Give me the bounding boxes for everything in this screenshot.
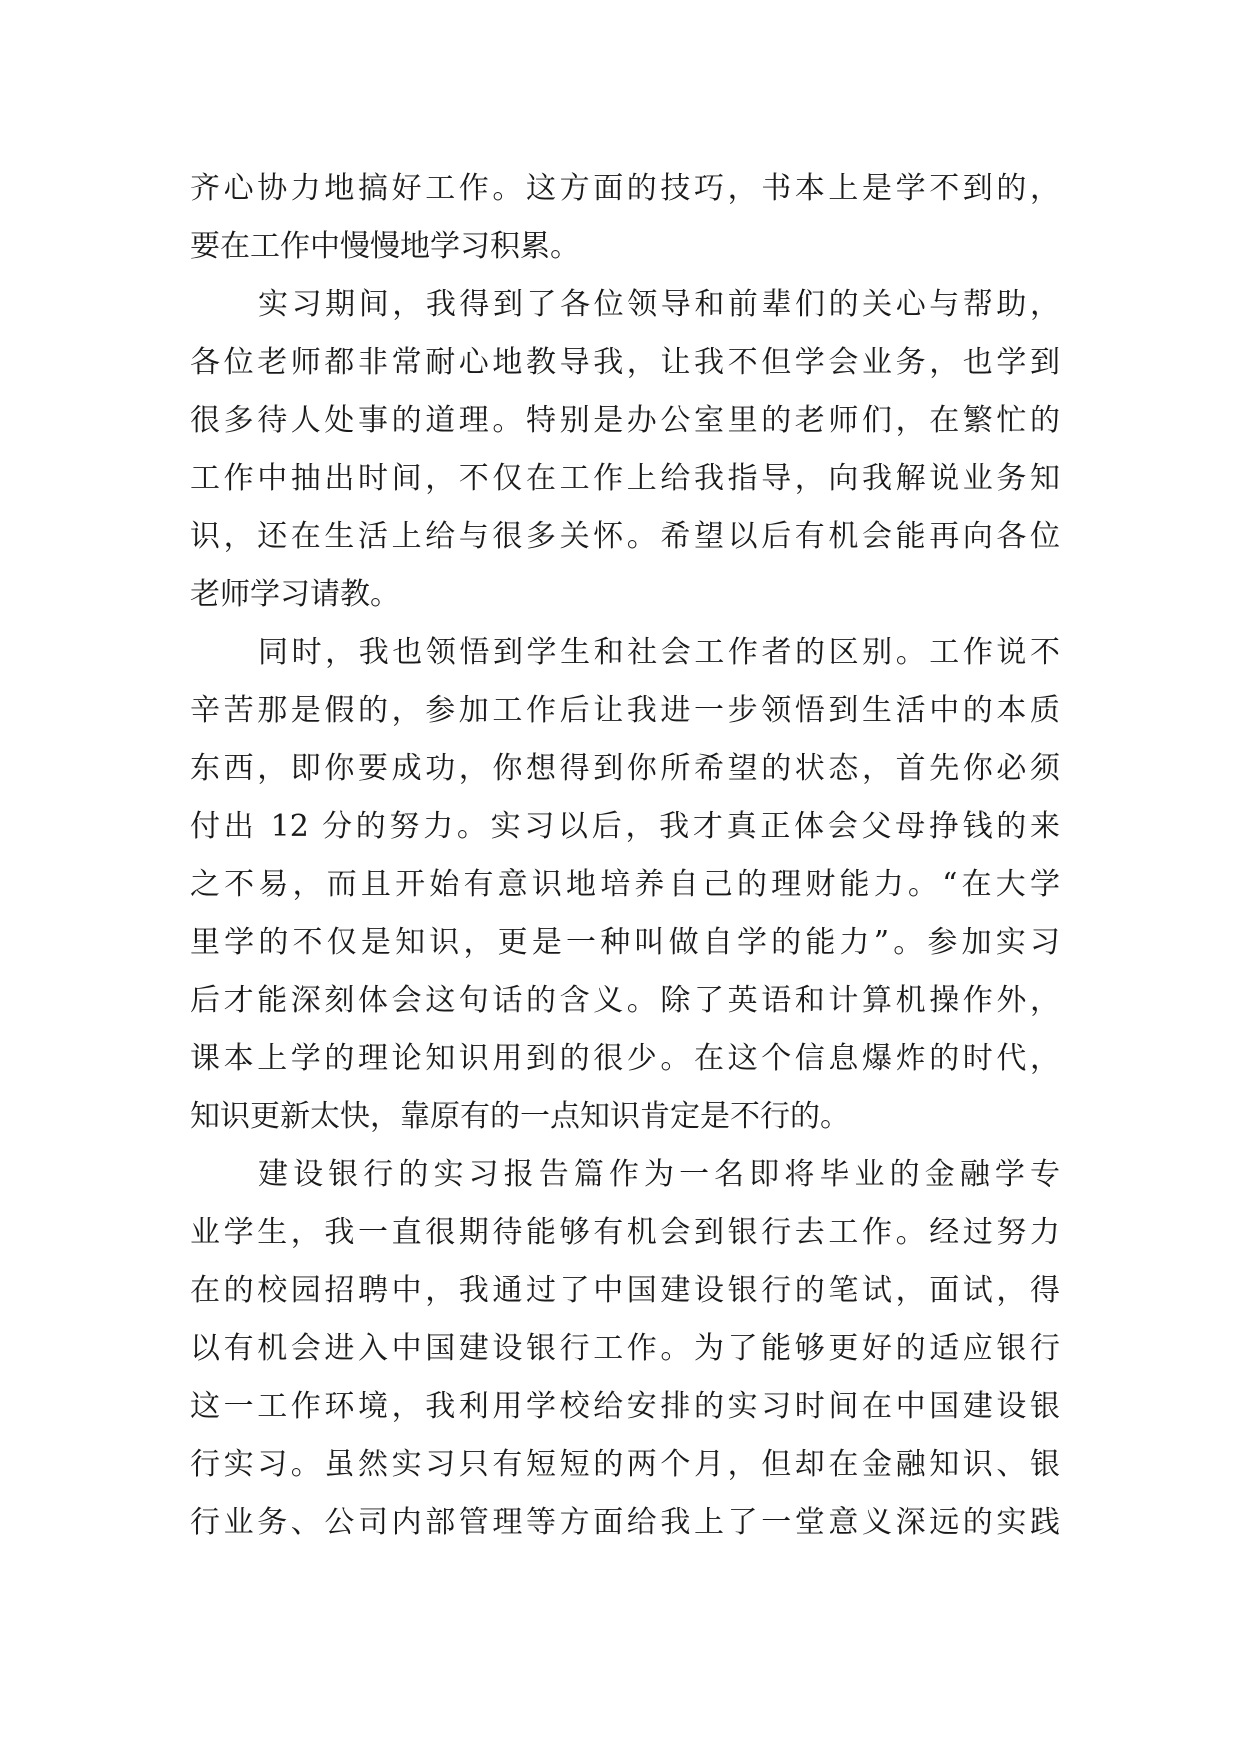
text-line: 辛苦那是假的，参加工作后让我进一步领悟到生活中的本质 xyxy=(190,693,1060,728)
text-line: 实习期间，我得到了各位领导和前辈们的关心与帮助， xyxy=(258,287,1060,322)
text-line: 在的校园招聘中，我通过了中国建设银行的笔试，面试，得 xyxy=(190,1273,1060,1308)
text-line: 里学的不仅是知识，更是一种叫做自学的能力”。参加实习 xyxy=(190,925,1060,960)
text-line: 知识更新太快，靠原有的一点知识肯定是不行的。 xyxy=(190,1099,850,1134)
text-line: 付出 12 分的努力。实习以后，我才真正体会父母挣钱的来 xyxy=(190,809,1060,844)
text-line: 后才能深刻体会这句话的含义。除了英语和计算机操作外， xyxy=(190,983,1060,1018)
text-line: 之不易，而且开始有意识地培养自己的理财能力。“在大学 xyxy=(190,867,1060,902)
text-line: 以有机会进入中国建设银行工作。为了能够更好的适应银行 xyxy=(190,1331,1060,1366)
text-line: 建设银行的实习报告篇作为一名即将毕业的金融学专 xyxy=(258,1157,1060,1192)
text-line: 东西，即你要成功，你想得到你所希望的状态，首先你必须 xyxy=(190,751,1060,786)
text-line: 要在工作中慢慢地学习积累。 xyxy=(190,229,580,264)
text-line: 很多待人处事的道理。特别是办公室里的老师们，在繁忙的 xyxy=(190,403,1060,438)
text-line: 识，还在生活上给与很多关怀。希望以后有机会能再向各位 xyxy=(190,519,1060,554)
text-line: 齐心协力地搞好工作。这方面的技巧，书本上是学不到的， xyxy=(190,171,1060,206)
text-line: 各位老师都非常耐心地教导我，让我不但学会业务，也学到 xyxy=(190,345,1060,380)
text-line: 业学生，我一直很期待能够有机会到银行去工作。经过努力 xyxy=(190,1215,1060,1250)
text-line: 老师学习请教。 xyxy=(190,577,400,612)
text-line: 行业务、公司内部管理等方面给我上了一堂意义深远的实践 xyxy=(190,1505,1060,1540)
text-line: 同时，我也领悟到学生和社会工作者的区别。工作说不 xyxy=(258,635,1060,670)
text-line: 行实习。虽然实习只有短短的两个月，但却在金融知识、银 xyxy=(190,1447,1060,1482)
text-line: 课本上学的理论知识用到的很少。在这个信息爆炸的时代， xyxy=(190,1041,1060,1076)
text-line: 工作中抽出时间，不仅在工作上给我指导，向我解说业务知 xyxy=(190,461,1060,496)
document-body xyxy=(190,160,1060,1552)
text-line: 这一工作环境，我利用学校给安排的实习时间在中国建设银 xyxy=(190,1389,1060,1424)
